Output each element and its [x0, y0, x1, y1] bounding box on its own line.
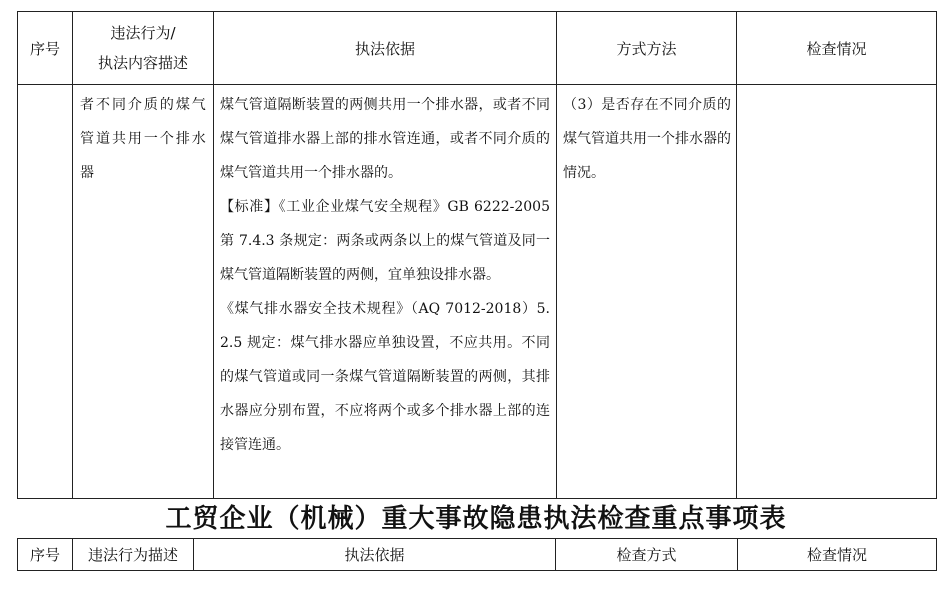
header-violation-description: 违法行为描述: [73, 539, 194, 571]
basis-paragraph: 【标准】《工业企业煤气安全规程》GB 6222-2005 第 7.4.3 条规定：两条或两条以上的煤气管道及同一煤气管道隔断装置的两侧，宜单独设排水器。: [220, 199, 550, 283]
header-method: 方式方法: [557, 12, 737, 85]
cell-desc-text: 者不同介质的煤气管道共用一个排水器: [80, 97, 207, 181]
cell-method: [557, 85, 737, 499]
header-desc-line2: 执法内容描述: [97, 54, 188, 72]
cell-status-text: [737, 85, 936, 88]
header-violation-description: [73, 12, 214, 85]
cell-seq: [18, 85, 73, 499]
basis-paragraph: 煤气管道隔断装置的两侧共用一个排水器，或者不同煤气管道排水器上部的排水管连通，或者不同介质的煤气管道共用一个排水器的。: [220, 97, 550, 181]
header-desc-line1: 违法行为/: [110, 24, 176, 42]
header-inspection-status: 检查情况: [737, 12, 937, 85]
table-header-row: [18, 539, 937, 571]
continued-inspection-table: [17, 11, 937, 499]
basis-paragraph: 《煤气排水器安全技术规程》（AQ 7012-2018）5.2.5 规定：煤气排水器应单独设置，不应共用。不同的煤气管道或同一条煤气管道隔断装置的两侧，其排水器应分别布置，不应将两个或多个排水器上部的连接管连通。: [220, 301, 550, 453]
header-legal-basis: 执法依据: [214, 12, 557, 85]
header-legal-basis: 执法依据: [194, 539, 556, 571]
inspection-checklist-table: [17, 538, 937, 571]
table-row: [18, 85, 937, 499]
section-title: 工贸企业（机械）重大事故隐患执法检查重点事项表: [165, 504, 787, 534]
cell-legal-basis: [214, 85, 557, 499]
cell-method-text: （3）是否存在不同介质的煤气管道共用一个排水器的情况。: [563, 97, 731, 181]
header-seq: 序号: [18, 12, 73, 85]
cell-seq-text: [18, 85, 72, 88]
cell-violation-description: [73, 85, 214, 499]
header-inspection-status: 检查情况: [738, 539, 937, 571]
table-header-row: [18, 12, 937, 85]
header-inspection-method: 检查方式: [556, 539, 738, 571]
header-seq: 序号: [18, 539, 73, 571]
cell-inspection-status: [737, 85, 937, 499]
